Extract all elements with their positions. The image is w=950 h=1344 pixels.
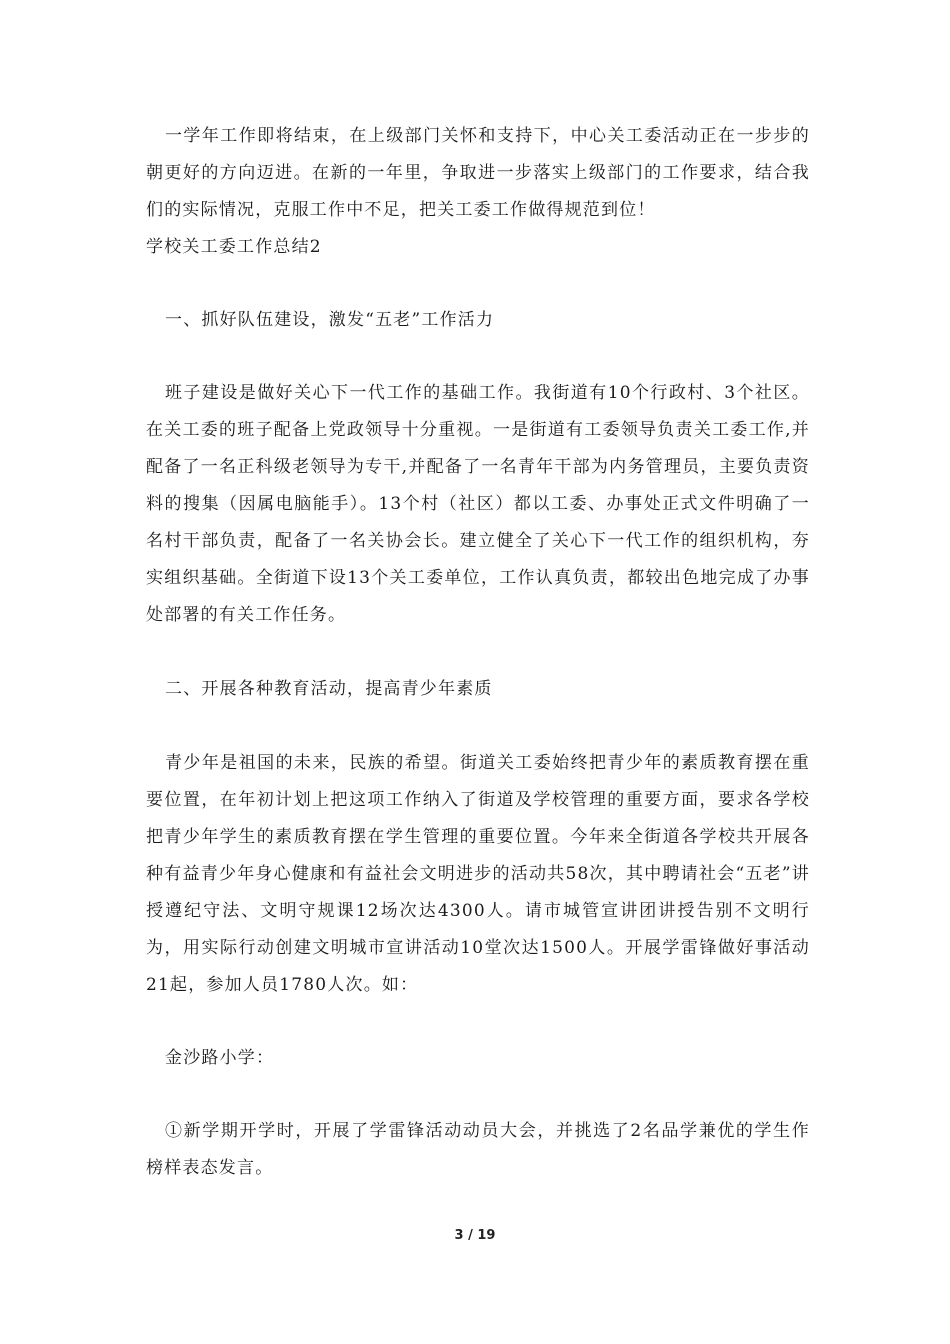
section2-heading: 二、开展各种教育活动，提高青少年素质 [165, 679, 493, 699]
page-number: 3 / 19 [454, 1228, 496, 1243]
section2-paragraph: 青少年是祖国的未来，民族的希望。街道关工委始终把青少年的素质教育摆在重要位置，在年初计划上把这项工作纳入了街道及学校管理的重要方面，要求各学校把青少年学生的素质教育摆在学生管理的重要位置。今年来全街道各学校共开展各种有益青少年身心健康和有益社会文明进步的活动共58次，其中聘请社会“五老”讲授遵纪守法、文明守规课12场次达4300人。请市城管宣讲团讲授告别不文明行为，用实际行动创建文明城市宣讲活动10堂次达1500人。开展学雷锋做好事活动21起，参加人员1780人次。如： [146, 753, 810, 995]
intro-paragraph: 一学年工作即将结束，在上级部门关怀和支持下，中心关工委活动正在一步步的朝更好的方向迈进。在新的一年里，争取进一步落实上级部门的工作要求，结合我们的实际情况，克服工作中不足，把关工委工作做得规范到位！ [146, 126, 810, 220]
section1-heading: 一、抓好队伍建设，激发“五老”工作活力 [165, 310, 495, 330]
document-title: 学校关工委工作总结2 [146, 237, 322, 257]
item1-paragraph: ①新学期开学时，开展了学雷锋活动动员大会，并挑选了2名品学兼优的学生作榜样表态发言。 [146, 1121, 810, 1178]
section1-paragraph: 班子建设是做好关心下一代工作的基础工作。我街道有10个行政村、3个社区。在关工委的班子配备上党政领导十分重视。一是街道有工委领导负责关工委工作,并配备了一名正科级老领导为专干,并配备了一名青年干部为内务管理员，主要负责资料的搜集（因属电脑能手）。13个村（社区）都以工委、办事处正式文件明确了一名村干部负责，配备了一名关协会长。建立健全了关心下一代工作的组织机构，夯实组织基础。全街道下设13个关工委单位，工作认真负责，都较出色地完成了办事处部署的有关工作任务。 [146, 383, 810, 625]
school-name: 金沙路小学： [165, 1048, 275, 1068]
